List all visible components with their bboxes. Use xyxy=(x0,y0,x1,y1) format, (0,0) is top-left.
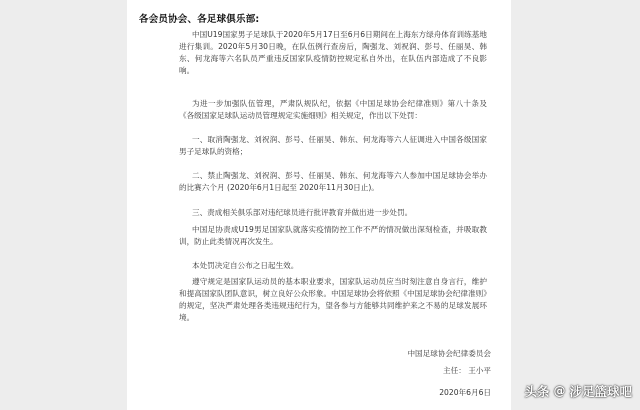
paragraph-penalty-1: 一、取消陶强龙、刘祝润、彭号、任丽昊、韩东、何龙海等六人征调进入中国各级国家男子足球队的资格； xyxy=(179,135,487,156)
signature-date: 2020年6月6日 xyxy=(439,388,491,397)
document-heading: 各会员协会、各足球俱乐部: xyxy=(139,14,260,25)
paragraph-penalty-3: 三、责成相关俱乐部对违纪球员进行批评教育并做出进一步处罚。 xyxy=(192,208,413,217)
paragraph-penalty-2: 二、禁止陶强龙、刘祝润、彭号、任丽昊、韩东、何龙海等六人参加中国足球协会举办的比赛六个月 (2020年6月1日起至 2020年11月30日止)。 xyxy=(179,171,487,192)
watermark-platform: 头条 xyxy=(524,384,550,399)
watermark-account: 涉足篮球吧 xyxy=(569,384,632,399)
paragraph-incident: 中国U19国家男子足球队于2020年5月17日至6月6日期间在上海东方绿舟体育训练基地进行集训。2020年5月30日晚，在队伍例行查房后，陶强龙、刘祝润、彭号、任丽昊、韩东、何龙海等六名队员严重违反国家队疫情防控规定私自外出，在队伍内部造成了不良影响。 xyxy=(179,30,487,75)
document-page xyxy=(127,0,511,410)
signature-org: 中国足球协会纪律委员会 xyxy=(407,349,491,358)
paragraph-basis: 为进一步加强队伍管理，严肃队规队纪，依据《中国足球协会纪律准则》第八十条及《各级国家足球队运动员管理规定实施细则》相关规定，作出以下处罚： xyxy=(179,99,487,120)
watermark-at-symbol: @ xyxy=(553,384,566,398)
watermark xyxy=(524,382,632,400)
paragraph-team-review: 中国足协责成U19男足国家队就落实疫情防控工作不严的情况做出深刻检查，并吸取教训，防止此类情况再次发生。 xyxy=(179,225,487,246)
signature-director: 主任： 王小平 xyxy=(443,366,491,375)
paragraph-conduct: 遵守规定是国家队运动员的基本职业要求，国家队运动员应当时刻注意自身言行，维护和提高国家队团队意识，树立良好公众形象。中国足球协会将依照《中国足球协会纪律准则》的规定，坚决严肃处理各类违规违纪行为，望各参与方能够共同维护来之不易的足球发展环境。 xyxy=(179,277,487,322)
paragraph-effective: 本处罚决定自公布之日起生效。 xyxy=(192,261,299,270)
